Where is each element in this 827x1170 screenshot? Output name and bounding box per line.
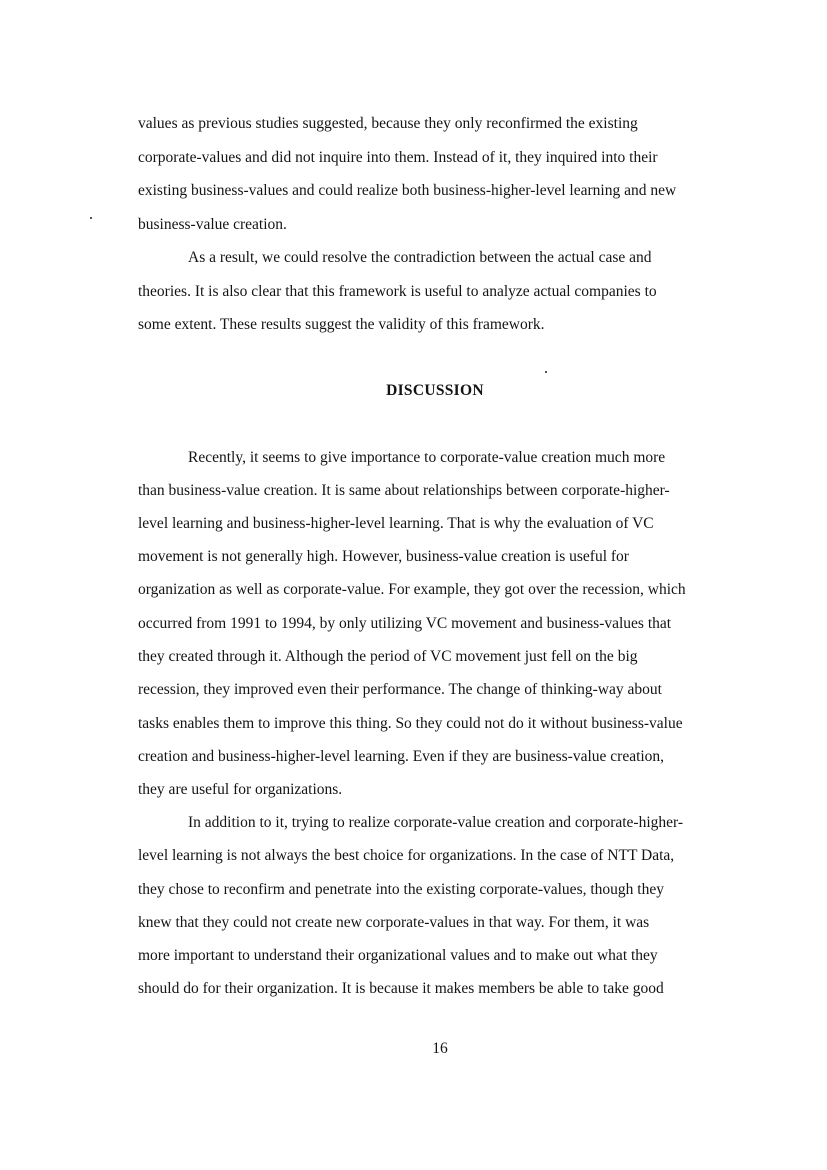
text-line: business-value creation. bbox=[138, 216, 287, 233]
text-line: organization as well as corporate-value. For example, they got over the recession, which bbox=[138, 581, 686, 598]
scan-speck bbox=[90, 217, 92, 219]
text-line: corporate-values and did not inquire into them. Instead of it, they inquired into their bbox=[138, 149, 658, 166]
text-line: should do for their organization. It is because it makes members be able to take good bbox=[138, 980, 664, 997]
text-line: values as previous studies suggested, because they only reconfirmed the existing bbox=[138, 115, 638, 132]
text-line: theories. It is also clear that this framework is useful to analyze actual companies to bbox=[138, 283, 657, 300]
text-line: level learning is not always the best choice for organizations. In the case of NTT Data, bbox=[138, 847, 675, 864]
scan-speck bbox=[545, 371, 547, 373]
text-line: Recently, it seems to give importance to corporate-value creation much more bbox=[188, 449, 666, 466]
section-heading: DISCUSSION bbox=[386, 382, 484, 399]
text-line: occurred from 1991 to 1994, by only utilizing VC movement and business-values that bbox=[138, 615, 672, 632]
page-number: 16 bbox=[432, 1040, 448, 1057]
text-line: In addition to it, trying to realize corporate-value creation and corporate-higher- bbox=[188, 814, 684, 831]
text-line: than business-value creation. It is same about relationships between corporate-higher- bbox=[138, 482, 670, 499]
text-line: movement is not generally high. However, business-value creation is useful for bbox=[138, 548, 629, 565]
text-line: tasks enables them to improve this thing. So they could not do it without business-value bbox=[138, 715, 683, 732]
text-line: creation and business-higher-level learning. Even if they are business-value creation, bbox=[138, 748, 665, 765]
text-line: they created through it. Although the period of VC movement just fell on the big bbox=[138, 648, 638, 665]
text-line: some extent. These results suggest the validity of this framework. bbox=[138, 316, 545, 333]
text-line: existing business-values and could realize both business-higher-level learning and new bbox=[138, 182, 677, 199]
text-line: they are useful for organizations. bbox=[138, 781, 343, 798]
text-line: recession, they improved even their performance. The change of thinking-way about bbox=[138, 681, 662, 698]
text-line: level learning and business-higher-level learning. That is why the evaluation of VC bbox=[138, 515, 654, 532]
text-line: they chose to reconfirm and penetrate into the existing corporate-values, though they bbox=[138, 881, 664, 898]
text-line: more important to understand their organizational values and to make out what they bbox=[138, 947, 658, 964]
text-line: As a result, we could resolve the contradiction between the actual case and bbox=[188, 249, 652, 266]
text-line: knew that they could not create new corporate-values in that way. For them, it was bbox=[138, 914, 650, 931]
